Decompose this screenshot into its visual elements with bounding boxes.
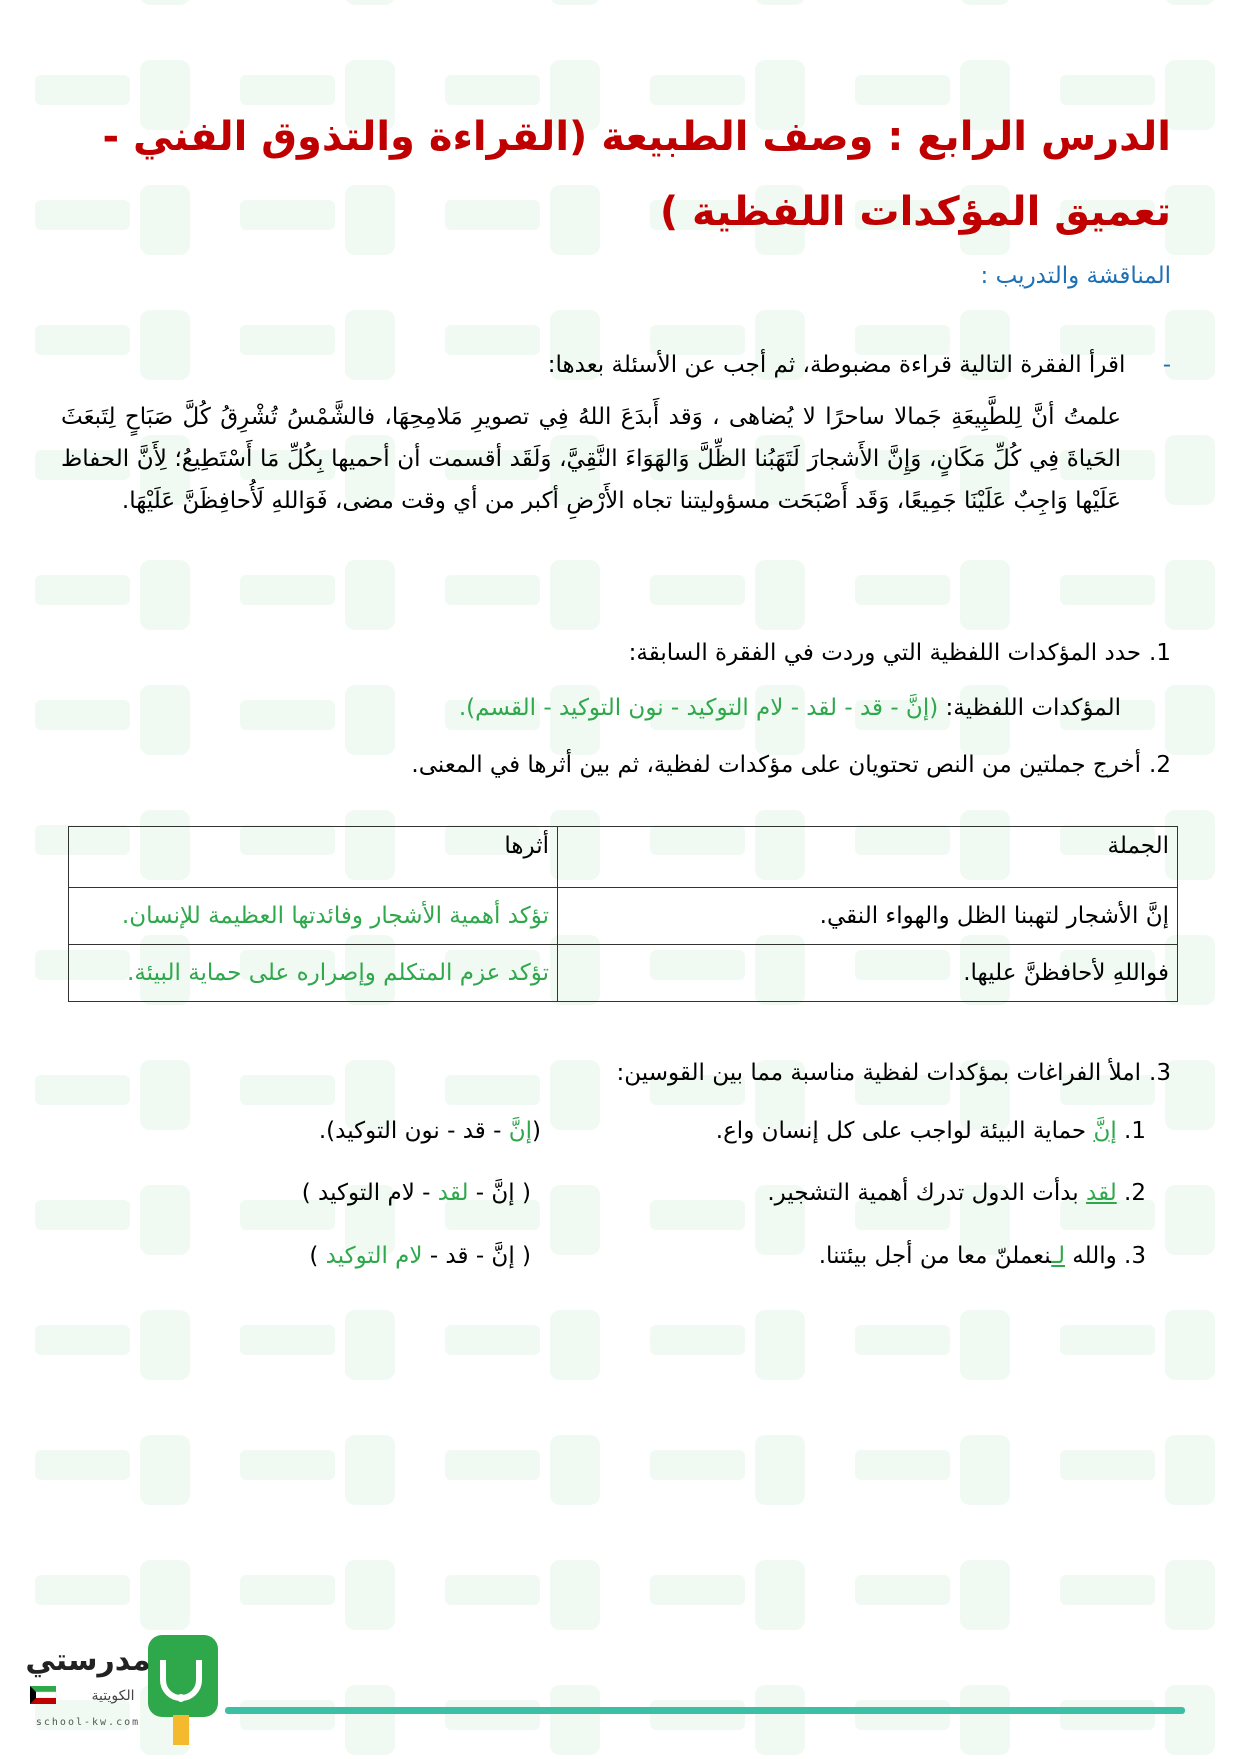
options-end: ) xyxy=(309,1243,326,1269)
logo-name: مدرستي xyxy=(25,1643,151,1678)
item-number: 1. xyxy=(1124,1118,1146,1144)
cell-effect: تؤكد أهمية الأشجار وفائدتها العظيمة للإنسان. xyxy=(69,888,558,945)
logo-url: school-kw.com xyxy=(35,1717,141,1728)
question-number: 2. xyxy=(1149,752,1171,778)
options-answer: إنَّ xyxy=(508,1118,533,1144)
options-answer: لام التوكيد xyxy=(325,1243,423,1269)
logo-sub: الكويتية xyxy=(91,1688,135,1704)
question-1 xyxy=(629,640,1171,666)
answer-text: (إنَّ - قد - لقد - لام التوكيد - نون التوكيد - القسم). xyxy=(458,695,939,721)
options-2 xyxy=(302,1180,531,1206)
fill-item-1 xyxy=(716,1118,1146,1144)
footer-divider xyxy=(225,1707,1185,1714)
filled-word: إنَّ xyxy=(1093,1118,1117,1144)
table-header-row xyxy=(69,827,1178,888)
item-text: بدأت الدول تدرك أهمية التشجير. xyxy=(767,1180,1087,1206)
reading-paragraph: علمتُ أنَّ لِلطَّبِيعَةِ جَمالا ساحرًا لا يُضاهى ، وَقد أَبدَعَ اللهُ فِي تصويرِ مَلامِحِهَا، فالشَّمْسُ تُشْرِقُ كُلَّ صَبَاحٍ لِتَبعَثَ الحَياةَ فِي كُلِّ مَكَانٍ، وَإِنَّ الأَشجارَ لَتَهَبُنا الظِّلَّ وَالهَوَاءَ النَّقِيَّ، وَلَقَد أقسمت أن أحميها بِكُلِّ مَا أَسْتَطِيعُ؛ لِأَنَّ الحفاظ عَلَيْها وَاجِبٌ عَلَيْنَا جَمِيعًا، وَقَد أَصْبَحَت مسؤوليتنا تجاه الأَرْضِ أكبر من أي وقت مضى، فَوَاللهِ لَأُحافِظَنَّ عَلَيْهَا. xyxy=(61,404,1121,514)
options-start: ( إنَّ - xyxy=(468,1180,531,1206)
options-rest: - قد - نون التوكيد). xyxy=(318,1118,509,1144)
question-number: 3. xyxy=(1149,1060,1171,1086)
item-text: حماية البيئة لواجب على كل إنسان واع. xyxy=(715,1118,1094,1144)
header-effect: أثرها xyxy=(69,827,558,888)
cell-sentence: فواللهِ لأحافظنَّ عليها. xyxy=(558,945,1178,1002)
filled-word: لقد xyxy=(1086,1180,1117,1206)
question-2 xyxy=(411,752,1171,778)
cell-sentence: إنَّ الأشجار لتهبنا الظل والهواء النقي. xyxy=(558,888,1178,945)
options-answer: لقد xyxy=(437,1180,469,1206)
options-end: - لام التوكيد ) xyxy=(301,1180,438,1206)
options-start: ( إنَّ - قد - xyxy=(422,1243,531,1269)
instruction-text: اقرأ الفقرة التالية قراءة مضبوطة، ثم أجب عن الأسئلة بعدها: xyxy=(547,352,1126,378)
options-open: ( xyxy=(532,1118,541,1144)
fill-item-2 xyxy=(767,1180,1146,1206)
logo-icon xyxy=(18,1630,218,1755)
answer-1 xyxy=(459,695,1121,721)
lesson-title: الدرس الرابع : وصف الطبيعة (القراءة والتذوق الفني - تعميق المؤكدات اللفظية ) xyxy=(102,114,1171,235)
header-sentence: الجملة xyxy=(558,827,1178,888)
filled-word: لـ xyxy=(1051,1243,1065,1269)
effects-table xyxy=(68,826,1178,1002)
item-prefix: والله xyxy=(1064,1243,1117,1269)
section-subtitle: المناقشة والتدريب : xyxy=(980,263,1171,289)
fill-item-3 xyxy=(819,1243,1146,1269)
options-1 xyxy=(319,1118,541,1144)
options-3 xyxy=(309,1243,531,1269)
item-text: نعملنّ معا من أجل بيئتنا. xyxy=(818,1243,1052,1269)
bullet-dash: - xyxy=(1162,352,1171,378)
answer-label: المؤكدات اللفظية: xyxy=(945,695,1121,721)
item-number: 3. xyxy=(1124,1243,1146,1269)
table-row xyxy=(69,888,1178,945)
table-row xyxy=(69,945,1178,1002)
question-text: حدد المؤكدات اللفظية التي وردت في الفقرة السابقة: xyxy=(628,640,1142,666)
question-text: أخرج جملتين من النص تحتويان على مؤكدات لفظية، ثم بين أثرها في المعنى. xyxy=(411,752,1142,778)
question-text: املأ الفراغات بمؤكدات لفظية مناسبة مما بين القوسين: xyxy=(616,1060,1142,1086)
cell-effect: تؤكد عزم المتكلم وإصراره على حماية البيئة. xyxy=(69,945,558,1002)
site-logo xyxy=(18,1630,218,1755)
question-3 xyxy=(617,1060,1171,1086)
item-number: 2. xyxy=(1124,1180,1146,1206)
instruction-line xyxy=(548,352,1171,378)
question-number: 1. xyxy=(1149,640,1171,666)
